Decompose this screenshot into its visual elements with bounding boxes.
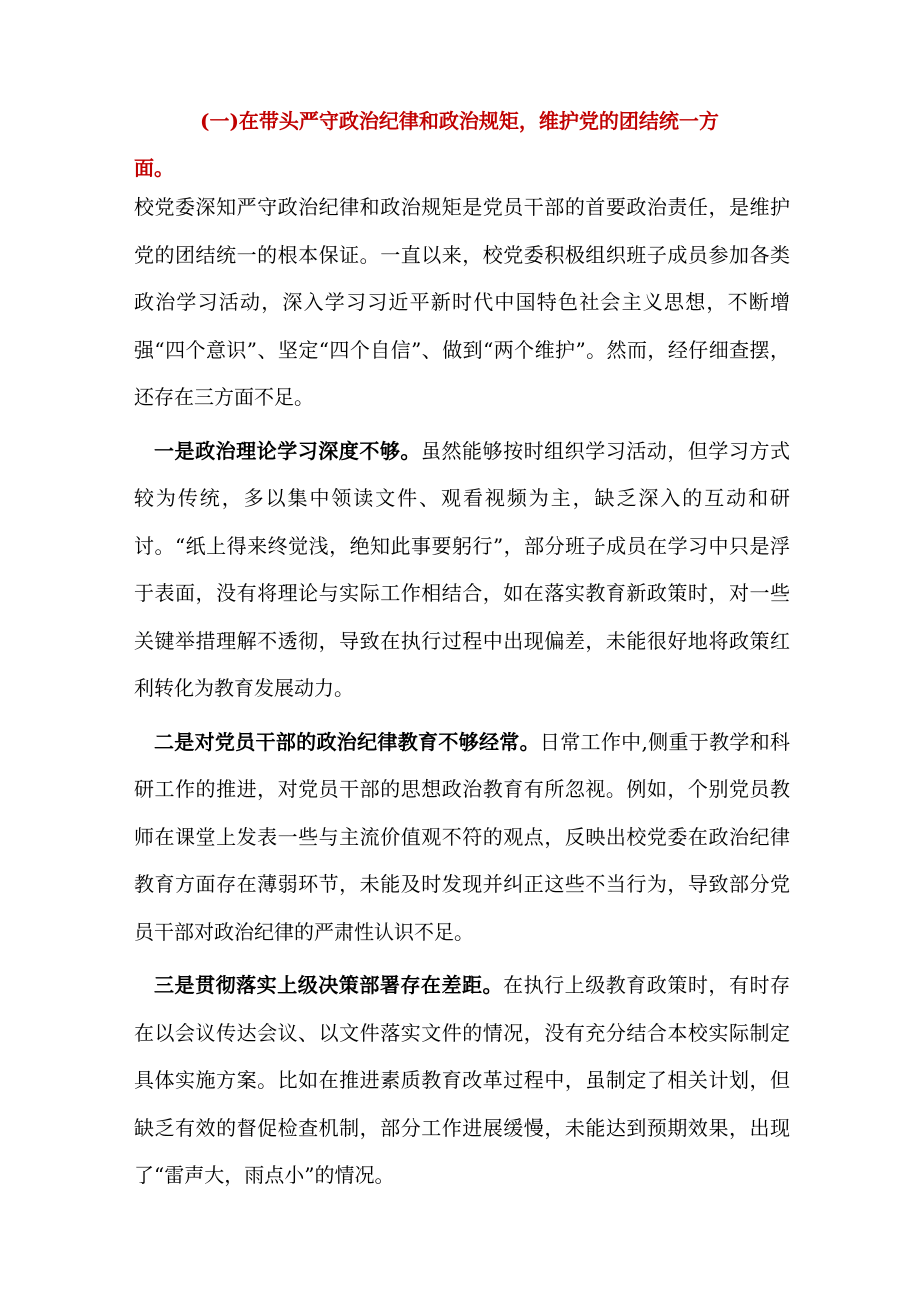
section-heading [134,98,794,192]
paragraph-lead: 二是对党员干部的政治纪律教育不够经常。 [154,729,540,754]
paragraph-text: 在执行上级教育政策时，有时存在以会议传达会议、以文件落实文件的情况，没有充分结合本校实际制定具体实施方案。比如在推进素质教育改革过程中，虽制定了相关计划，但缺乏有效的督促检查机制，部分工作进展缓慢，未能达到预期效果，出现了“雷声大，雨点小”的情况。 [134,973,791,1187]
paragraph-text: 虽然能够按时组织学习活动，但学习方式较为传统，多以集中领读文件、观看视频为主，缺乏深入的互动和研讨。“纸上得来终觉浅，绝知此事要躬行”，部分班子成员在学习中只是浮于表面，没有将理论与实际工作相结合，如在落实教育新政策时，对一些关键举措理解不透彻，导致在执行过程中出现偏差，未能很好地将政策红利转化为教育发展动力。 [134,438,791,700]
paragraph-text: 校党委深知严守政治纪律和政治规矩是党员干部的首要政治责任，是维护党的团结统一的根本保证。一直以来，校党委积极组织班子成员参加各类政治学习活动，深入学习习近平新时代中国特色社会主义思想，不断增强“四个意识”、坚定“四个自信”、做到“两个维护”。然而，经仔细查摆，还存在三方面不足。 [134,195,790,409]
document-body [134,184,790,1206]
paragraph-lead: 一是政治理论学习深度不够。 [154,438,421,463]
paragraph-point-3 [134,962,790,1200]
paragraph-point-2 [134,719,790,957]
section-heading-line-1: (一)在带头严守政治纪律和政治规矩，维护党的团结统一方 [200,109,719,133]
section-heading-line-2: 面。 [134,156,174,180]
paragraph-lead: 三是贯彻落实上级决策部署存在差距。 [154,973,504,997]
paragraph-intro [134,184,790,422]
paragraph-point-1 [134,428,790,713]
paragraph-text: 日常工作中,侧重于教学和科研工作的推进，对党员干部的思想政治教育有所忽视。例如，个别党员教师在课堂上发表一些与主流价值观不符的观点，反映出校党委在政治纪律教育方面存在薄弱环节，未能及时发现并纠正这些不当行为，导致部分党员干部对政治纪律的严肃性认识不足。 [134,729,791,944]
